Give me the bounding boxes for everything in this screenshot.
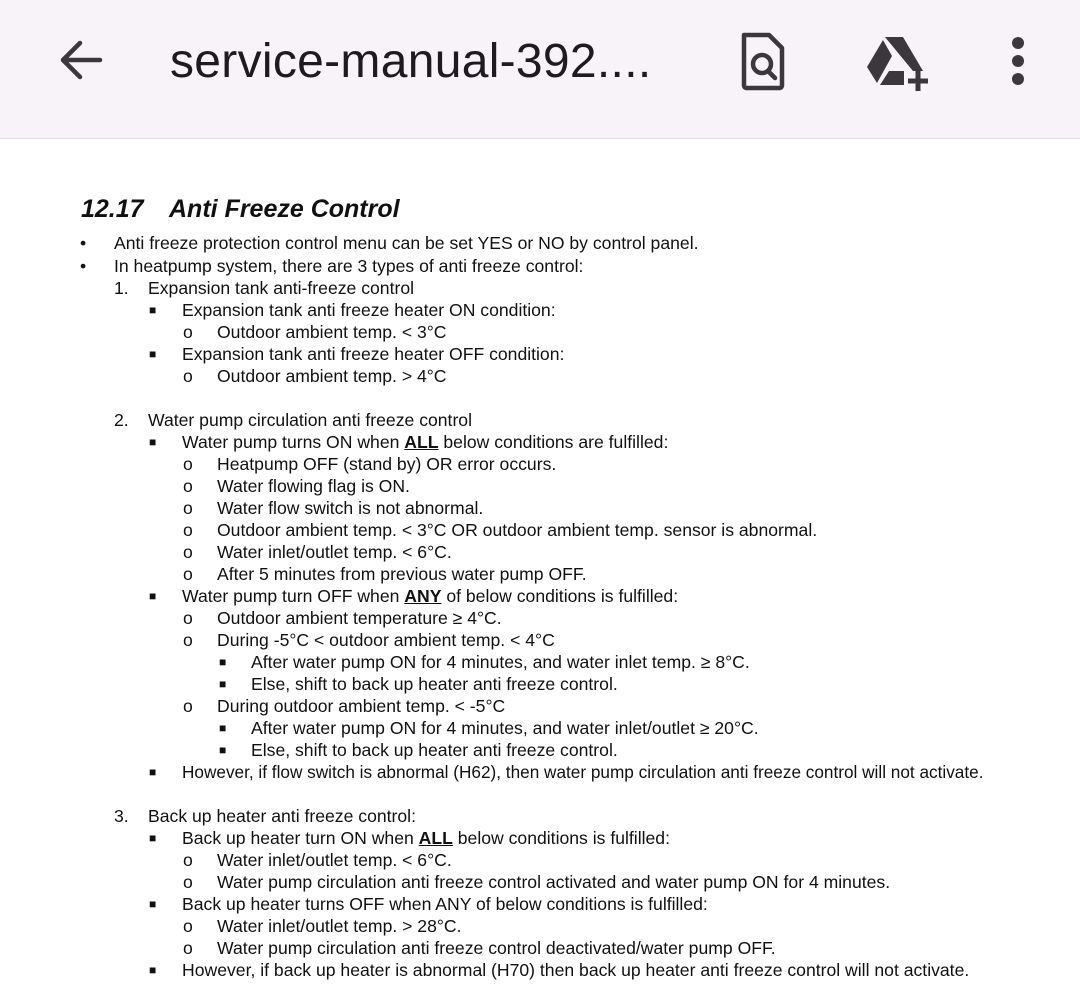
item3-on-key: ALL [418, 828, 453, 848]
circle-bullet: o [183, 322, 193, 342]
circle-bullet: o [183, 608, 193, 628]
square-bullet: ■ [149, 765, 157, 779]
square-bullet: ■ [219, 743, 227, 757]
square-bullet: ■ [149, 303, 157, 317]
item2-on-post: below conditions are fulfilled: [438, 432, 669, 452]
back-arrow-icon [54, 34, 106, 86]
item3-however: However, if back up heater is abnormal (H70) then back up heater anti freeze control will not activate. [182, 960, 970, 980]
square-bullet: ■ [219, 721, 227, 735]
circle-bullet: o [183, 696, 193, 716]
circle-bullet: o [183, 630, 193, 650]
square-bullet: ■ [149, 831, 157, 845]
item2-off-condition [182, 585, 678, 607]
bullet-three-types: In heatpump system, there are 3 types of anti freeze control: [114, 256, 584, 276]
item2-on-list-item: Water flow switch is not abnormal. [217, 498, 484, 518]
square-bullet: ■ [219, 677, 227, 691]
item2-off-pre: Water pump turn OFF when [182, 586, 405, 606]
item3-on-pre: Back up heater turn ON when [182, 828, 419, 848]
item2-off-key: ANY [404, 586, 442, 606]
item2-however: However, if flow switch is abnormal (H62), then water pump circulation anti freeze control will not activate. [182, 762, 984, 782]
item2-off-c2: Else, shift to back up heater anti freeze control. [251, 740, 618, 760]
item3-off-condition: Back up heater turns OFF when ANY of below conditions is fulfilled: [182, 894, 708, 914]
item2-off-post: of below conditions is fulfilled: [441, 586, 679, 606]
item2-off-b2: Else, shift to back up heater anti freeze control. [251, 674, 618, 694]
circle-bullet: o [183, 454, 193, 474]
item2-off-c: During outdoor ambient temp. < -5°C [217, 696, 506, 716]
circle-bullet: o [183, 916, 193, 936]
item1-title: Expansion tank anti-freeze control [148, 278, 415, 298]
item2-on-key: ALL [404, 432, 439, 452]
item2-title: Water pump circulation anti freeze control [148, 410, 472, 430]
circle-bullet: o [183, 938, 193, 958]
document-title: service-manual-392.... [170, 35, 652, 88]
square-bullet: ■ [149, 589, 157, 603]
more-options-button[interactable] [990, 26, 1046, 96]
item2-on-condition [182, 431, 668, 453]
item1-on-detail: Outdoor ambient temp. < 3°C [217, 322, 447, 342]
item2-on-list-item: After 5 minutes from previous water pump OFF. [217, 564, 587, 584]
item2-off-b: During -5°C < outdoor ambient temp. < 4°C [217, 630, 555, 650]
item-number: 3. [114, 806, 129, 826]
more-vert-icon [1008, 35, 1028, 87]
item1-on-condition: Expansion tank anti freeze heater ON condition: [182, 300, 556, 320]
circle-bullet: o [183, 366, 193, 386]
circle-bullet: o [183, 850, 193, 870]
circle-bullet: o [183, 564, 193, 584]
item3-on-post: below conditions is fulfilled: [452, 828, 670, 848]
item2-off-a: Outdoor ambient temperature ≥ 4°C. [217, 608, 502, 628]
circle-bullet: o [183, 476, 193, 496]
section-heading [81, 195, 400, 224]
item2-on-pre: Water pump turns ON when [182, 432, 405, 452]
item1-off-detail: Outdoor ambient temp. > 4°C [217, 366, 447, 386]
section-number: 12.17 [81, 195, 144, 223]
square-bullet: ■ [149, 347, 157, 361]
item3-on-b: Water pump circulation anti freeze control activated and water pump ON for 4 minutes. [217, 872, 891, 892]
document-page[interactable] [0, 139, 1080, 985]
back-button[interactable] [44, 24, 116, 96]
item1-off-condition: Expansion tank anti freeze heater OFF condition: [182, 344, 565, 364]
bullet-anti-freeze-menu: Anti freeze protection control menu can be set YES or NO by control panel. [114, 233, 699, 253]
document-search-icon [738, 31, 788, 91]
item3-off-b: Water pump circulation anti freeze control deactivated/water pump OFF. [217, 938, 776, 958]
item3-on-condition [182, 827, 670, 849]
circle-bullet: o [183, 498, 193, 518]
find-in-document-button[interactable] [728, 26, 798, 96]
item2-on-list-item: Water flowing flag is ON. [217, 476, 410, 496]
item2-on-list-item: Heatpump OFF (stand by) OR error occurs. [217, 454, 557, 474]
item3-on-a: Water inlet/outlet temp. < 6°C. [217, 850, 452, 870]
app-bar [0, 0, 1080, 139]
item3-off-a: Water inlet/outlet temp. > 28°C. [217, 916, 462, 936]
circle-bullet: o [183, 520, 193, 540]
item2-on-list-item: Water inlet/outlet temp. < 6°C. [217, 542, 452, 562]
square-bullet: ■ [149, 963, 157, 977]
item2-off-b1: After water pump ON for 4 minutes, and water inlet temp. ≥ 8°C. [251, 652, 750, 672]
circle-bullet: o [183, 872, 193, 892]
circle-bullet: o [183, 542, 193, 562]
add-to-drive-button[interactable] [858, 26, 938, 96]
square-bullet: ■ [149, 435, 157, 449]
square-bullet: ■ [219, 655, 227, 669]
bullet-dot: • [80, 233, 87, 253]
item2-on-list-item: Outdoor ambient temp. < 3°C OR outdoor ambient temp. sensor is abnormal. [217, 520, 818, 540]
item-number: 1. [114, 278, 129, 298]
bullet-dot: • [80, 256, 87, 276]
drive-add-icon [863, 31, 933, 91]
item-number: 2. [114, 410, 129, 430]
item2-off-c1: After water pump ON for 4 minutes, and water inlet/outlet ≥ 20°C. [251, 718, 759, 738]
section-title: Anti Freeze Control [169, 195, 400, 223]
square-bullet: ■ [149, 897, 157, 911]
item3-title: Back up heater anti freeze control: [148, 806, 416, 826]
